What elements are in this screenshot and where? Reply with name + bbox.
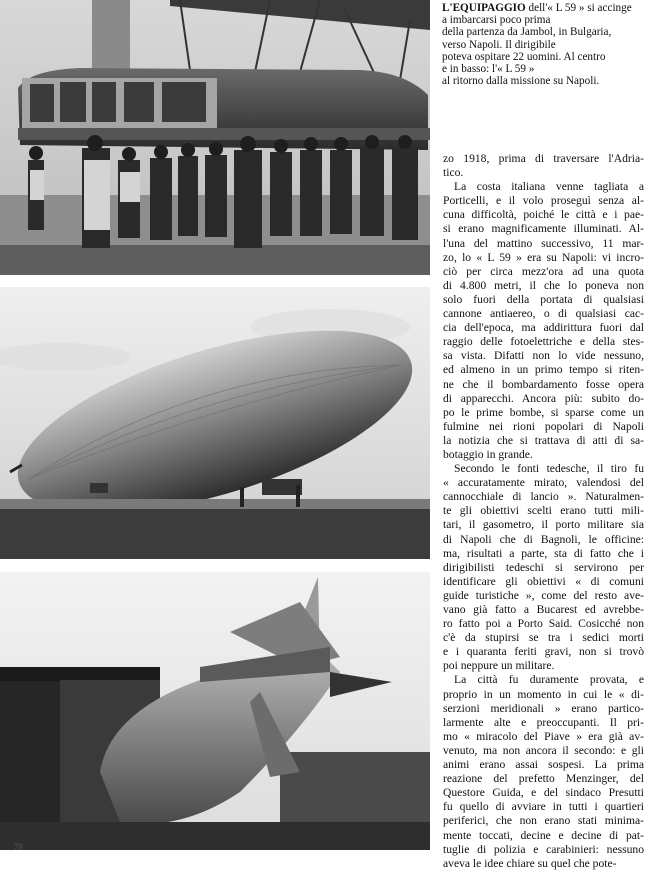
- article-line: tari, il gasometro, il porto militare sia: [443, 518, 644, 532]
- hangar-photo-image: [0, 572, 430, 850]
- article-line: mente toccati, decine e decine di pat-: [443, 828, 644, 842]
- article-line: ma, risultati a parte, sta di fatto che i: [443, 546, 644, 560]
- article-line: Secondo le fonti tedesche, il tiro fu: [454, 462, 644, 476]
- photo-crew-boarding: [0, 0, 430, 275]
- caption-line-1: [442, 2, 642, 14]
- article-paragraph: [443, 673, 644, 870]
- article-line: venuto, ma non ancora il secondo: e gli: [443, 743, 644, 757]
- article-line: ciò per circa mezz'ora ad una quota: [443, 264, 644, 278]
- article-line: solo fuori della portata di qualsiasi: [443, 292, 644, 306]
- article-paragraph: [443, 152, 644, 180]
- article-line: reazione del prefetto Menzinger, del: [443, 772, 644, 786]
- article-line: di 4.800 metri, il che lo poneva non: [443, 278, 644, 292]
- article-line: cia dell'epoca, ma addirittura fuori dal: [443, 321, 644, 335]
- article-line: larmente alte e preoccupanti. Il pri-: [443, 715, 644, 729]
- photo-airship-landing: [0, 287, 430, 559]
- article-line: aveva le idee chiare su quel che pote-: [443, 856, 617, 870]
- article-line: di apparecchi. Ancora più: subito do-: [443, 391, 644, 405]
- article-line: e i quaranta feriti gravi, non si trovò: [443, 645, 644, 659]
- article-line: mo « miracolo del Piave » era già av-: [443, 729, 644, 743]
- page-number: 78: [14, 842, 23, 852]
- article-line: dirigibilisti tedeschi si servirono per: [443, 560, 644, 574]
- article-line: poi neppure un militare.: [443, 659, 555, 673]
- article-line: sa vista. Difatti non lo vide nessuno,: [443, 349, 644, 363]
- article-line: proprio in un momento in cui le « di-: [443, 687, 644, 701]
- article-paragraph: [443, 180, 644, 462]
- article-line: periferici, che non erano stati minima-: [443, 814, 644, 828]
- caption-line: della partenza da Jambol, in Bulgaria,: [442, 26, 612, 39]
- article-line: identificare gli obiettivi « di comuni: [443, 574, 644, 588]
- article-line: zo, lo « L 59 » era su Napoli: vi incro-: [443, 250, 644, 264]
- caption-line: a imbarcarsi poco prima: [442, 14, 551, 27]
- caption-line: e in basso: l'« L 59 »: [442, 63, 535, 76]
- article-line: si erano magnificamente illuminati. Al-: [443, 222, 644, 236]
- article-line: cuna difficoltà, poiché le città e i pae-: [443, 208, 644, 222]
- article-line: La costa italiana venne tagliata a: [454, 180, 644, 194]
- crew-photo-image: [0, 0, 430, 275]
- article-line: ne che il bombardamento fosse opera: [443, 377, 644, 391]
- caption-line: verso Napoli. Il dirigibile: [442, 38, 556, 51]
- article-line: « accuratamente mirato, valendosi del: [443, 476, 644, 490]
- article-paragraph: [443, 462, 644, 673]
- caption-line: al ritorno dalla missione su Napoli.: [442, 75, 600, 88]
- article-line: raggio delle fotoelettriche e della stes-: [443, 335, 644, 349]
- article-line: Porticelli, e il volo proseguì senza al-: [443, 194, 644, 208]
- airship-photo-image: [0, 287, 430, 559]
- article-line: te gli obiettivi scelti erano tutti mili-: [443, 504, 644, 518]
- article-line: La città fu duramente provata, e: [454, 673, 644, 687]
- article-column: [443, 152, 644, 871]
- article-line: Questore Guida, e del sindaco Presutti: [443, 786, 644, 800]
- article-line: fu quello di avviare in tutti i quartieri: [443, 800, 644, 814]
- article-line: zo 1918, prima di traversare l'Adria-: [443, 152, 644, 165]
- article-line: ed almeno in un primo tempo si riten-: [443, 363, 644, 377]
- article-line: di Napoli che di Bagnoli, le officine:: [443, 532, 644, 546]
- article-line: tuglie di polizia e carabinieri: nessuno: [443, 842, 644, 856]
- caption-lead: L'EQUIPAGGIO: [442, 2, 526, 14]
- article-line: vano già fatto a Bucarest ed avrebbe-: [443, 603, 644, 616]
- photo-airship-hangar: [0, 572, 430, 850]
- article-line: c'è da stupirsi se tra i sedici morti: [443, 631, 644, 645]
- photo-caption: [442, 2, 642, 87]
- article-line: animi erano assai sospesi. La prima: [443, 758, 644, 772]
- article-line: fulmine nei rioni popolari di Napoli: [443, 419, 644, 433]
- article-line: la notizia che si trattava di atti di sa-: [443, 433, 644, 447]
- article-line: cannocchiale di lancio ». Naturalmen-: [443, 490, 644, 504]
- article-line: botaggio in grande.: [443, 447, 533, 461]
- article-line: serzioni meridionali » erano partico-: [443, 701, 644, 715]
- article-line: guide turistiche », come del resto ave-: [443, 588, 644, 602]
- article-line: cannone antiaereo, o di qualsiasi cac-: [443, 307, 644, 321]
- article-line: po le prime bombe, si sparse come un: [443, 405, 644, 419]
- caption-line: poteva ospitare 22 uomini. Al centro: [442, 50, 606, 63]
- article-line: tico.: [443, 166, 464, 180]
- caption-line-text: dell'« L 59 » si accinge: [525, 2, 632, 14]
- article-line: ro fatto poi a Porto Said. Cosicché non: [443, 617, 644, 631]
- article-line: l'una del mattino successivo, 11 mar-: [443, 236, 644, 250]
